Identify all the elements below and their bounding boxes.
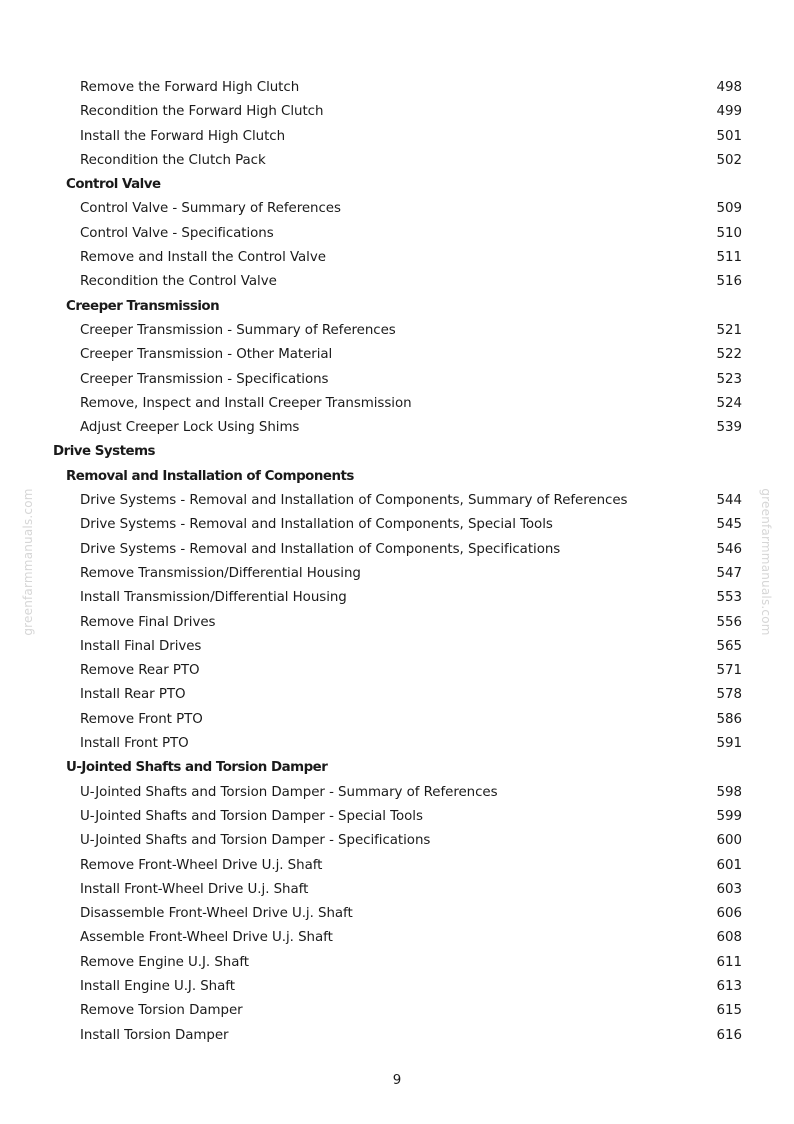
toc-entry-title: Remove Torsion Damper bbox=[80, 1003, 243, 1019]
table-of-contents bbox=[0, 76, 794, 1048]
toc-entry[interactable] bbox=[0, 805, 794, 829]
toc-entry-title: Creeper Transmission - Specifications bbox=[80, 371, 329, 387]
toc-entry-page: 499 bbox=[716, 104, 742, 120]
toc-entry-page: 615 bbox=[716, 1003, 742, 1019]
toc-entry[interactable] bbox=[0, 854, 794, 878]
toc-entry-page: 498 bbox=[716, 80, 742, 95]
toc-entry[interactable] bbox=[0, 392, 794, 416]
toc-entry[interactable] bbox=[0, 125, 794, 149]
toc-entry-title: Recondition the Forward High Clutch bbox=[80, 104, 324, 120]
toc-entry[interactable] bbox=[0, 246, 794, 270]
toc-entry-title: Removal and Installation of Components bbox=[66, 468, 354, 484]
toc-entry-page: 524 bbox=[716, 395, 742, 411]
toc-entry-title: Remove Front PTO bbox=[80, 711, 203, 727]
toc-entry-page: 600 bbox=[716, 833, 742, 849]
toc-entry-title: Remove Front-Wheel Drive U.j. Shaft bbox=[80, 857, 323, 873]
toc-entry[interactable] bbox=[0, 732, 794, 756]
toc-heading[interactable] bbox=[0, 173, 794, 197]
toc-entry[interactable] bbox=[0, 100, 794, 124]
toc-entry[interactable] bbox=[0, 368, 794, 392]
toc-entry-title: Drive Systems - Removal and Installation of Components, Specifications bbox=[80, 541, 561, 557]
toc-entry[interactable] bbox=[0, 902, 794, 926]
toc-entry-page: 501 bbox=[716, 128, 742, 144]
toc-entry-page: 603 bbox=[716, 881, 742, 897]
toc-entry-page: 521 bbox=[716, 322, 742, 338]
toc-entry-title: Creeper Transmission - Other Material bbox=[80, 347, 333, 363]
toc-entry-title: Disassemble Front-Wheel Drive U.j. Shaft bbox=[80, 906, 353, 922]
toc-entry-title: Install Torsion Damper bbox=[80, 1027, 229, 1043]
toc-entry-page: 544 bbox=[716, 493, 742, 509]
toc-entry-page: 571 bbox=[716, 663, 742, 679]
toc-entry[interactable] bbox=[0, 975, 794, 999]
toc-entry-title: Install the Forward High Clutch bbox=[80, 128, 286, 144]
toc-entry-title: Creeper Transmission bbox=[66, 298, 220, 314]
toc-entry[interactable] bbox=[0, 319, 794, 343]
toc-entry[interactable] bbox=[0, 586, 794, 610]
toc-entry-page: 547 bbox=[716, 565, 742, 581]
toc-entry[interactable] bbox=[0, 829, 794, 853]
toc-entry-title: Recondition the Clutch Pack bbox=[80, 152, 266, 168]
toc-entry-title: Recondition the Control Valve bbox=[80, 274, 277, 290]
toc-entry[interactable] bbox=[0, 951, 794, 975]
toc-entry-title: Install Transmission/Differential Housing bbox=[80, 590, 347, 606]
toc-entry[interactable] bbox=[0, 683, 794, 707]
toc-entry-page: 591 bbox=[716, 736, 742, 752]
toc-entry-title: Remove Final Drives bbox=[80, 614, 216, 630]
toc-entry-title: Control Valve bbox=[66, 177, 161, 193]
toc-entry-title: Drive Systems - Removal and Installation of Components, Summary of References bbox=[80, 493, 628, 509]
toc-entry[interactable] bbox=[0, 149, 794, 173]
toc-entry[interactable] bbox=[0, 1024, 794, 1048]
toc-entry[interactable] bbox=[0, 635, 794, 659]
toc-entry-title: Assemble Front-Wheel Drive U.j. Shaft bbox=[80, 930, 333, 946]
toc-entry-title: Remove, Inspect and Install Creeper Transmission bbox=[80, 395, 412, 411]
toc-entry[interactable] bbox=[0, 611, 794, 635]
toc-entry-page: 523 bbox=[716, 371, 742, 387]
toc-entry[interactable] bbox=[0, 343, 794, 367]
toc-entry-title: Install Front-Wheel Drive U.j. Shaft bbox=[80, 881, 309, 897]
watermark-right: greenfarmmanuals.com bbox=[759, 488, 773, 636]
toc-entry-title: U-Jointed Shafts and Torsion Damper - Special Tools bbox=[80, 808, 423, 824]
toc-entry-page: 556 bbox=[716, 614, 742, 630]
toc-entry-title: Remove Rear PTO bbox=[80, 663, 200, 679]
toc-entry-title: Remove Engine U.J. Shaft bbox=[80, 954, 249, 970]
toc-entry-page: 502 bbox=[716, 152, 742, 168]
toc-entry[interactable] bbox=[0, 270, 794, 294]
toc-entry[interactable] bbox=[0, 878, 794, 902]
toc-heading[interactable] bbox=[0, 295, 794, 319]
toc-entry-page: 578 bbox=[716, 687, 742, 703]
toc-entry-title: Remove and Install the Control Valve bbox=[80, 250, 326, 266]
toc-entry-page: 608 bbox=[716, 930, 742, 946]
toc-entry-page: 522 bbox=[716, 347, 742, 363]
toc-entry[interactable] bbox=[0, 489, 794, 513]
toc-heading[interactable] bbox=[0, 756, 794, 780]
toc-entry[interactable] bbox=[0, 926, 794, 950]
toc-heading[interactable] bbox=[0, 440, 794, 464]
toc-heading[interactable] bbox=[0, 465, 794, 489]
toc-entry-title: Install Rear PTO bbox=[80, 687, 186, 703]
toc-entry-title: Control Valve - Specifications bbox=[80, 225, 274, 241]
toc-entry-page: 586 bbox=[716, 711, 742, 727]
toc-entry-page: 565 bbox=[716, 638, 742, 654]
toc-entry-title: Remove the Forward High Clutch bbox=[80, 80, 300, 95]
toc-entry-title: Control Valve - Summary of References bbox=[80, 201, 341, 217]
toc-entry-title: Drive Systems bbox=[53, 444, 156, 460]
toc-entry[interactable] bbox=[0, 197, 794, 221]
toc-entry-page: 511 bbox=[716, 250, 742, 266]
toc-entry[interactable] bbox=[0, 538, 794, 562]
toc-entry-title: U-Jointed Shafts and Torsion Damper - Specifications bbox=[80, 833, 431, 849]
toc-entry-page: 598 bbox=[716, 784, 742, 800]
page-number: 9 bbox=[392, 1073, 402, 1088]
toc-entry[interactable] bbox=[0, 562, 794, 586]
toc-entry-title: Install Engine U.J. Shaft bbox=[80, 978, 235, 994]
toc-entry-page: 611 bbox=[716, 954, 742, 970]
toc-entry-page: 510 bbox=[716, 225, 742, 241]
toc-entry-page: 613 bbox=[716, 978, 742, 994]
toc-entry-page: 616 bbox=[716, 1027, 742, 1043]
toc-entry-page: 606 bbox=[716, 906, 742, 922]
watermark-left: greenfarmmanuals.com bbox=[21, 488, 35, 636]
toc-entry-title: U-Jointed Shafts and Torsion Damper bbox=[66, 760, 328, 776]
toc-entry-page: 546 bbox=[716, 541, 742, 557]
toc-entry[interactable] bbox=[0, 222, 794, 246]
toc-entry-page: 553 bbox=[716, 590, 742, 606]
toc-entry-title: Creeper Transmission - Summary of References bbox=[80, 322, 396, 338]
toc-entry-page: 516 bbox=[716, 274, 742, 290]
toc-entry-title: U-Jointed Shafts and Torsion Damper - Summary of References bbox=[80, 784, 498, 800]
toc-entry-page: 601 bbox=[716, 857, 742, 873]
toc-entry-title: Drive Systems - Removal and Installation of Components, Special Tools bbox=[80, 517, 553, 533]
toc-entry[interactable] bbox=[0, 708, 794, 732]
toc-entry[interactable] bbox=[0, 999, 794, 1023]
toc-entry-title: Remove Transmission/Differential Housing bbox=[80, 565, 361, 581]
toc-entry[interactable] bbox=[0, 416, 794, 440]
toc-entry-page: 509 bbox=[716, 201, 742, 217]
toc-entry[interactable] bbox=[0, 781, 794, 805]
toc-entry[interactable] bbox=[0, 76, 794, 100]
toc-entry-page: 539 bbox=[716, 420, 742, 436]
toc-entry-title: Install Final Drives bbox=[80, 638, 202, 654]
toc-entry-page: 599 bbox=[716, 808, 742, 824]
toc-entry-title: Adjust Creeper Lock Using Shims bbox=[80, 420, 300, 436]
toc-entry[interactable] bbox=[0, 659, 794, 683]
toc-entry[interactable] bbox=[0, 513, 794, 537]
toc-entry-page: 545 bbox=[716, 517, 742, 533]
toc-entry-title: Install Front PTO bbox=[80, 736, 189, 752]
